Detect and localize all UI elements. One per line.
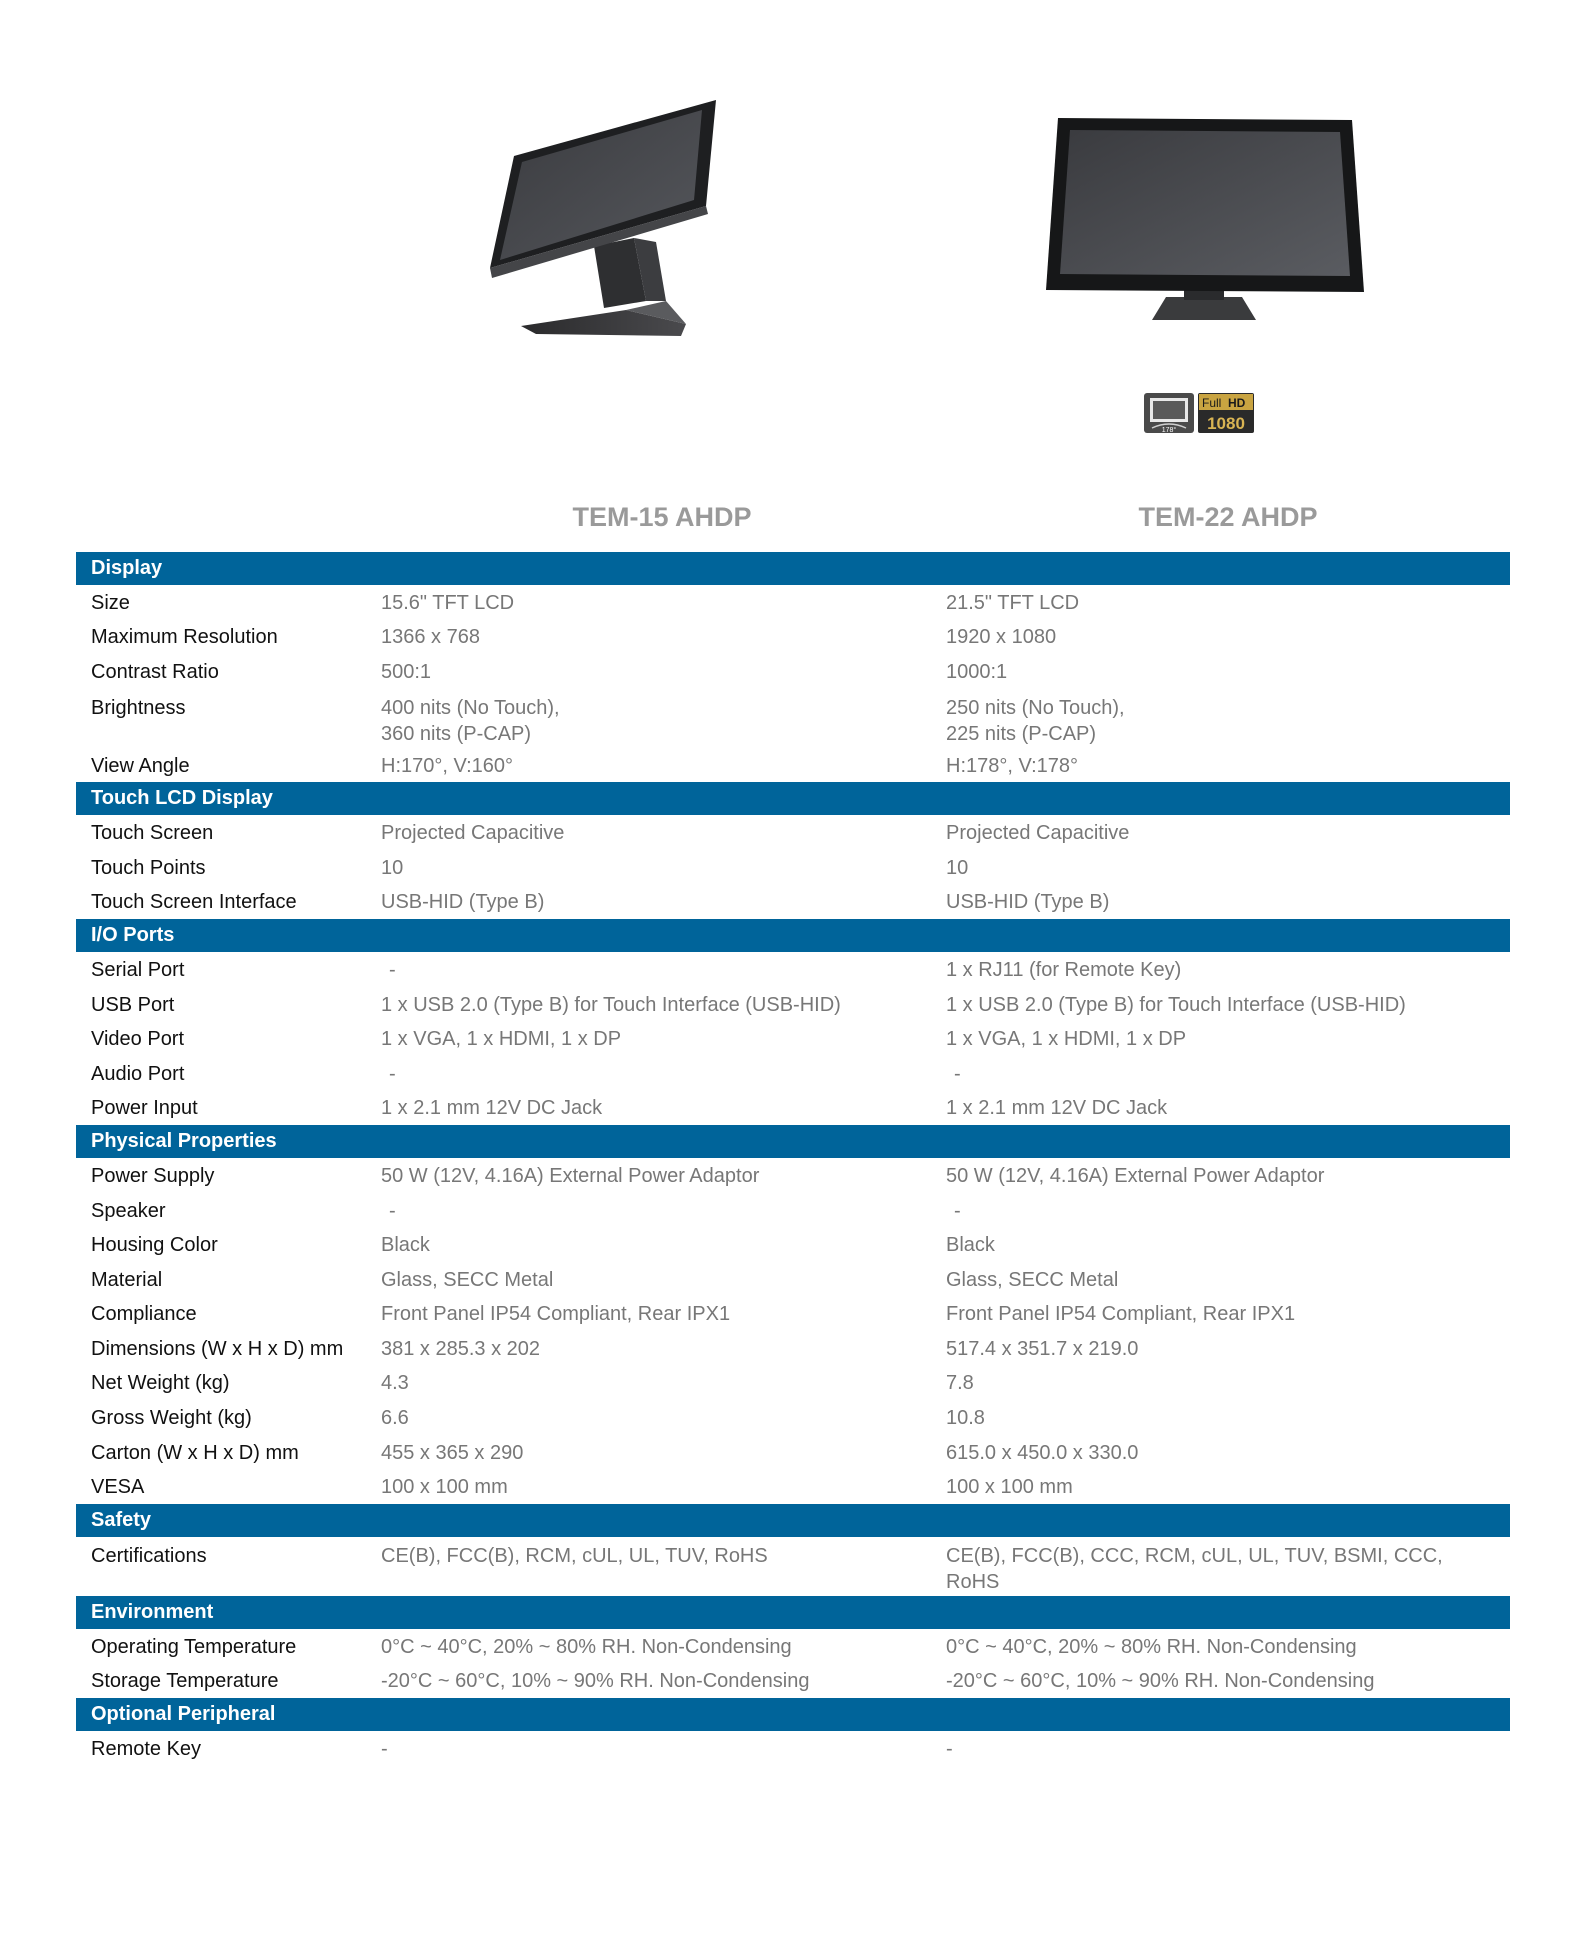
- spec-value-tem-22: H:178°, V:178°: [946, 754, 1079, 777]
- spec-row: [76, 850, 1510, 885]
- spec-value-tem-15: 455 x 365 x 290: [381, 1441, 524, 1464]
- spec-row: [76, 952, 1510, 987]
- spec-row: [76, 1629, 1510, 1664]
- spec-label: Operating Temperature: [91, 1635, 297, 1658]
- spec-row: [76, 1158, 1510, 1193]
- spec-value-tem-22: Glass, SECC Metal: [946, 1268, 1119, 1291]
- spec-label: Touch Screen: [91, 822, 214, 845]
- spec-value-tem-22: 1 x VGA, 1 x HDMI, 1 x DP: [946, 1028, 1187, 1051]
- spec-value-tem-22: Front Panel IP54 Compliant, Rear IPX1: [946, 1303, 1296, 1326]
- spec-label: Maximum Resolution: [91, 626, 278, 649]
- spec-label: Net Weight (kg): [91, 1372, 230, 1395]
- spec-row: [76, 1227, 1510, 1262]
- spec-label: USB Port: [91, 993, 175, 1016]
- spec-row: [76, 1731, 1510, 1766]
- spec-value-tem-15: 4.3: [381, 1372, 409, 1395]
- spec-value-tem-15: -: [389, 1199, 396, 1222]
- section-header-physical-properties: Physical Properties: [76, 1125, 1510, 1158]
- spec-value-tem-15: USB-HID (Type B): [381, 891, 545, 914]
- spec-row: [76, 1193, 1510, 1228]
- spec-value-tem-15: H:170°, V:160°: [381, 754, 514, 777]
- model-name-tem-22: TEM-22 AHDP: [1138, 502, 1318, 532]
- spec-value-tem-22: 10.8: [946, 1407, 985, 1430]
- spec-value-line: 250 nits (No Touch),: [946, 696, 1125, 719]
- spec-label: Touch Screen Interface: [91, 891, 297, 914]
- spec-value-tem-15: -20°C ~ 60°C, 10% ~ 90% RH. Non-Condensing: [381, 1670, 810, 1693]
- spec-value-line: 400 nits (No Touch),: [381, 696, 560, 719]
- tem-22-monitor-image: [1044, 112, 1364, 324]
- spec-value-tem-15: 0°C ~ 40°C, 20% ~ 80% RH. Non-Condensing: [381, 1635, 792, 1658]
- spec-value-tem-15: Projected Capacitive: [381, 822, 565, 845]
- spec-value-tem-15: -: [389, 1062, 396, 1085]
- feature-badges: [1144, 390, 1254, 436]
- spec-label: View Angle: [91, 754, 190, 777]
- spec-value-tem-22: -20°C ~ 60°C, 10% ~ 90% RH. Non-Condensing: [946, 1670, 1375, 1693]
- spec-row: [76, 885, 1510, 920]
- spec-label: VESA: [91, 1476, 145, 1499]
- spec-value-tem-15: Front Panel IP54 Compliant, Rear IPX1: [381, 1303, 731, 1326]
- spec-label: Power Input: [91, 1097, 198, 1120]
- spec-value-tem-22: 1 x RJ11 (for Remote Key): [946, 958, 1182, 981]
- spec-value-tem-22: 517.4 x 351.7 x 219.0: [946, 1337, 1139, 1360]
- spec-label: Dimensions (W x H x D) mm: [91, 1337, 344, 1360]
- spec-value-tem-15: 100 x 100 mm: [381, 1476, 508, 1499]
- spec-row: [76, 1537, 1510, 1596]
- spec-value-tem-22: 10: [946, 856, 969, 879]
- spec-value-tem-22: 100 x 100 mm: [946, 1476, 1073, 1499]
- section-header-safety: Safety: [76, 1504, 1510, 1537]
- spec-row: [76, 585, 1510, 620]
- spec-row: [76, 1400, 1510, 1435]
- spec-row: [76, 1262, 1510, 1297]
- section-header-display: Display: [76, 552, 1510, 585]
- spec-value-tem-15: [381, 695, 946, 747]
- spec-value-tem-22: 7.8: [946, 1372, 974, 1395]
- model-name-tem-15: TEM-15 AHDP: [572, 502, 752, 532]
- spec-value-tem-15: 1 x 2.1 mm 12V DC Jack: [381, 1097, 603, 1120]
- spec-label: Contrast Ratio: [91, 660, 219, 683]
- spec-label: Gross Weight (kg): [91, 1407, 252, 1430]
- wide-angle-fullhd-badges-icon: [1144, 390, 1254, 436]
- spec-label: Serial Port: [91, 958, 185, 981]
- spec-label: Audio Port: [91, 1062, 185, 1085]
- spec-value-tem-15: 6.6: [381, 1407, 409, 1430]
- spec-row: [76, 1056, 1510, 1091]
- spec-row: [76, 1331, 1510, 1366]
- spec-value-tem-15: CE(B), FCC(B), RCM, cUL, UL, TUV, RoHS: [381, 1545, 768, 1568]
- spec-row: [76, 620, 1510, 655]
- spec-label: Storage Temperature: [91, 1670, 279, 1693]
- spec-row: [76, 748, 1510, 783]
- spec-value-tem-22: 21.5" TFT LCD: [946, 591, 1080, 614]
- section-header-touch-lcd-display: Touch LCD Display: [76, 782, 1510, 815]
- spec-value-tem-15: 381 x 285.3 x 202: [381, 1337, 541, 1360]
- spec-value-tem-22: 50 W (12V, 4.16A) External Power Adaptor: [946, 1164, 1325, 1187]
- spec-value-tem-15: -: [381, 1738, 388, 1761]
- spec-row: [76, 1435, 1510, 1470]
- spec-row: [76, 1469, 1510, 1504]
- spec-value-line: 225 nits (P-CAP): [946, 722, 1097, 745]
- spec-label: Brightness: [91, 696, 186, 719]
- spec-value-tem-15: 15.6" TFT LCD: [381, 591, 515, 614]
- spec-value-tem-22: 1 x 2.1 mm 12V DC Jack: [946, 1097, 1168, 1120]
- spec-value-tem-15: -: [389, 958, 396, 981]
- spec-row: [76, 1664, 1510, 1699]
- view-angle-badge-text: 178°: [1161, 427, 1177, 434]
- spec-label: Compliance: [91, 1303, 197, 1326]
- full-badge-text: Full: [1202, 396, 1222, 410]
- spec-table: [76, 552, 1510, 1766]
- section-header-environment: Environment: [76, 1596, 1510, 1629]
- spec-value-tem-15: 500:1: [381, 660, 432, 683]
- spec-label: Speaker: [91, 1199, 166, 1222]
- spec-row: [76, 1366, 1510, 1401]
- spec-value-tem-15: 10: [381, 856, 404, 879]
- spec-label: Carton (W x H x D) mm: [91, 1441, 299, 1464]
- spec-value-tem-22: 615.0 x 450.0 x 330.0: [946, 1441, 1139, 1464]
- spec-row: [76, 1091, 1510, 1126]
- spec-value-tem-15: 50 W (12V, 4.16A) External Power Adaptor: [381, 1164, 760, 1187]
- spec-row: [76, 689, 1510, 748]
- section-header-io-ports: I/O Ports: [76, 919, 1510, 952]
- spec-value-tem-22: -: [946, 1738, 953, 1761]
- spec-row: [76, 815, 1510, 850]
- model-names: [0, 502, 1586, 542]
- spec-row: [76, 1297, 1510, 1332]
- spec-value-line: 360 nits (P-CAP): [381, 722, 532, 745]
- spec-value-tem-15: Black: [381, 1234, 430, 1257]
- section-header-optional-peripheral: Optional Peripheral: [76, 1698, 1510, 1731]
- spec-value-tem-22: [946, 1543, 1506, 1595]
- spec-value-tem-22: Projected Capacitive: [946, 822, 1130, 845]
- spec-value-tem-15: 1366 x 768: [381, 626, 480, 649]
- spec-value-tem-22: 1 x USB 2.0 (Type B) for Touch Interface (USB-HID): [946, 993, 1406, 1016]
- hd-badge-text: HD: [1228, 396, 1246, 410]
- spec-label: Size: [91, 591, 130, 614]
- spec-label: Remote Key: [91, 1738, 202, 1761]
- spec-value-tem-15: 1 x USB 2.0 (Type B) for Touch Interface (USB-HID): [381, 993, 841, 1016]
- spec-value-tem-15: 1 x VGA, 1 x HDMI, 1 x DP: [381, 1028, 622, 1051]
- spec-label: Video Port: [91, 1028, 185, 1051]
- spec-label: Power Supply: [91, 1164, 215, 1187]
- spec-value-tem-22: -: [954, 1199, 961, 1222]
- spec-value-tem-22: -: [954, 1062, 961, 1085]
- spec-row: [76, 1021, 1510, 1056]
- spec-value-tem-22: Black: [946, 1234, 995, 1257]
- spec-value-tem-22: [946, 695, 1506, 747]
- tem-15-monitor-image: [476, 96, 716, 336]
- spec-value-tem-22: 1920 x 1080: [946, 626, 1057, 649]
- spec-value-line: CE(B), FCC(B), CCC, RCM, cUL, UL, TUV, BSMI, CCC,: [946, 1545, 1443, 1568]
- spec-value-line: RoHS: [946, 1571, 1000, 1594]
- product-images: [0, 0, 1586, 480]
- spec-value-tem-15: Glass, SECC Metal: [381, 1268, 554, 1291]
- spec-value-tem-22: 0°C ~ 40°C, 20% ~ 80% RH. Non-Condensing: [946, 1635, 1357, 1658]
- spec-row: [76, 987, 1510, 1022]
- spec-label: Housing Color: [91, 1234, 218, 1257]
- resolution-badge-text: 1080: [1207, 414, 1245, 433]
- spec-label: Material: [91, 1268, 163, 1291]
- spec-label: Certifications: [91, 1545, 207, 1568]
- spec-value-tem-22: USB-HID (Type B): [946, 891, 1110, 914]
- spec-row: [76, 654, 1510, 689]
- spec-value-tem-22: 1000:1: [946, 660, 1008, 683]
- spec-label: Touch Points: [91, 856, 206, 879]
